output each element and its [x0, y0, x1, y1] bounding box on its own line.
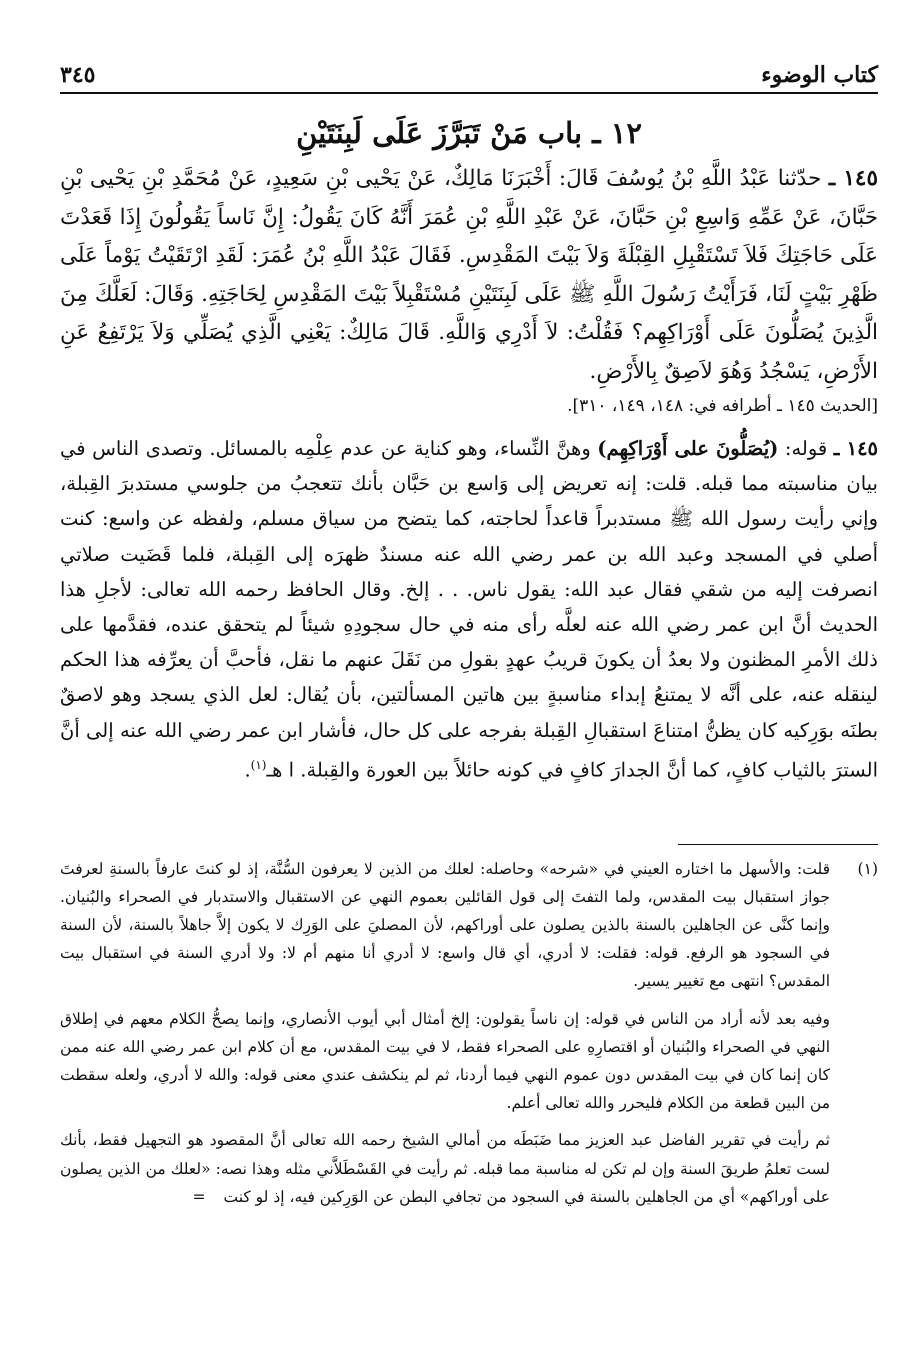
footnote-paragraph [60, 1126, 830, 1211]
footnote-marker: (١) [857, 859, 878, 878]
commentary-paragraph: ١٤٥ ـ قوله: (يُصَلُّونَ على أَوْرَاكِهِم) وهنَّ النِّساء، وهو كناية عن عدم عِلْمِه بالمسائل. وتصدى الناس في بيان مناسبته مما قبله. قلت: إنه تعريض إلى وَاسع بن حَبَّان بأنك تتعجبُ من جلوسي مستدبرَ القِبلة، وإني رأيت رسول الله ﷺ مستدبراً قاعداً لحاجته، كما يتضح من سياق مسلم، ولفظه عن واسع: كنت أصلي في المسجد وعبد الله بن عمر رضي الله عنه مسندٌ ظهرَه إلى القِبلة، فلما قَضَيت صلاتي انصرفت إليه من شقي فقال عبد الله: يقول ناس. . . إلخ. وقال الحافظ رحمه الله تعالى: لأجلِ هذا الحديث أنَّ ابن عمر رضي الله عنه لعلَّه رأى منه في حال سجودِهِ شيئاً لم يتحقق عنده، فقدَّمها على ذلك الأمرِ المظنون ولا بعدُ أن يكونَ قريبُ عهدٍ بقولِ من نَقَلَ عنهم ما نقل، فأحبَّ أن يعرِّفه هذا الحكم لينقله عنه، على أنَّه لا يمتنعُ إبداء مناسبةٍ بين هاتين المسألتين، بأن يُقال: لعل الذي يسجد وهو لاصقٌ بطنَه بوَرِكيه كان يظنُّ امتناعَ استقبالِ القِبلة بفرجه على كل حال، فأشار ابن عمر رضي الله عنه إلى أنَّ السترَ بالثياب كافٍ، كما أنَّ الجدارَ كافٍ في كونه حائلاً بين العورة والقِبلة. ا هـ$^{(١)}$. [60, 437, 879, 782]
footnote-reference[interactable]: (١) [250, 757, 267, 772]
footnote-separator [678, 844, 878, 845]
footnote-paragraph: قلت: والأسهل ما اختاره العيني في «شرحه» وحاصله: لعلك من الذين لا يعرفون السُّنَّة، إذ لو كنتَ عارفاً بالسنةِ لعرفتَ جواز استقبال بيت المقدس، ولما التفتَ إلى قول القائلين بعموم النهي عن الاستقبال والاستدبار في الصحراء والبُنيان. وإنما كنَّى عن الجاهلين بالسنة بالذين يصلون على أوراكهم، لأن المصليَ على الوَرِك لا يكون إلاَّ جاهلاً بالسنة، لأن السنة في السجود هو الرفع. قوله: فقلت: لا أدري، أي قال واسع: لا أدري أنا منهم أم لا: ولا أدري السنة في استقبال بيت المقدس؟ انتهى مع تغيير يسير. [60, 859, 830, 991]
commentary-text: وهنَّ النِّساء، وهو كناية عن عدم عِلْمِه بالمسائل. وتصدى الناس في بيان مناسبته مما قبله. قلت: إنه تعريض إلى وَاسع بن حَبَّان بأنك تتعجبُ من جلوسي مستدبرَ القِبلة، وإني رأيت رسول الله ﷺ مستدبراً قاعداً لحاجته، كما يتضح من سياق مسلم، ولفظه عن واسع: كنت أصلي في المسجد وعبد الله بن عمر رضي الله عنه مسندٌ ظهرَه إلى القِبلة، فلما قَضَيت صلاتي انصرفت إليه من شقي فقال عبد الله: يقول ناس. . . إلخ. وقال الحافظ رحمه الله تعالى: لأجلِ هذا الحديث أنَّ ابن عمر رضي الله عنه لعلَّه رأى منه في حال سجودِهِ شيئاً لم يتحقق عنده، فقدَّمها على ذلك الأمرِ المظنون ولا بعدُ أن يكونَ قريبُ عهدٍ بقولِ من نَقَلَ عنهم ما نقل، فأحبَّ أن يعرِّفه هذا الحكم لينقله عنه، على أنَّه لا يمتنعُ إبداء مناسبةٍ بين هاتين المسألتين، بأن يُقال: لعل الذي يسجد وهو لاصقٌ بطنَه بوَرِكيه كان يظنُّ امتناعَ استقبالِ القِبلة بفرجه على كل حال، فأشار ابن عمر رضي الله عنه إلى أنَّ السترَ بالثياب كافٍ، كما أنَّ الجدارَ كافٍ في كونه حائلاً بين العورة والقِبلة. ا هـ [60, 437, 878, 782]
footnote-1 [60, 855, 878, 1220]
document-page [60, 52, 878, 1352]
commentary-intro: قوله: [784, 437, 828, 460]
page-number: ٣٤٥ [60, 62, 96, 88]
commentary-lemma: (يُصَلُّونَ على أَوْرَاكِهِم) [597, 437, 779, 460]
commentary-number: ١٤٥ ـ [833, 437, 879, 460]
footnote-body [60, 855, 830, 1220]
hadith-reference: [الحديث ١٤٥ ـ أطرافه في: ١٤٨، ١٤٩، ٣١٠]. [567, 396, 878, 416]
book-title: كتاب الوضوء [761, 62, 878, 88]
chapter-title: ١٢ ـ باب مَنْ تَبَرَّزَ عَلَى لَبِنَتَيْنِ [296, 116, 642, 150]
hadith-text: حدّثنا عَبْدُ اللَّهِ بْنُ يُوسُفَ قَالَ: أَخْبَرَنَا مَالِكٌ، عَنْ يَحْيى بْنِ سَعِيدٍ، عَنْ مُحَمَّدِ بْنِ يَحْيى بْنِ حَبَّانَ، عَنْ عَمِّهِ وَاسِعِ بْنِ حَبَّانَ، عَنْ عَبْدِ اللَّهِ بْنِ عُمَرَ أَنَّهُ كَانَ يَقُولُ: إِنَّ نَاساً يَقُولُونَ إِذَا قَعَدْتَ عَلَى حَاجَتِكَ فَلاَ تَسْتَقْبِلِ القِبْلَةَ وَلاَ بَيْتَ المَقْدِسِ. فَقَالَ عَبْدُ اللَّهِ بْنُ عُمَرَ: لَقَدِ ارْتَقَيْتُ يَوْماً عَلَى ظَهْرِ بَيْتٍ لَنَا، فَرَأَيْتُ رَسُولَ اللَّهِ ﷺ عَلَى لَبِنَتَيْنِ مُسْتَقْبِلاً بَيْتَ المَقْدِسِ لِحَاجَتِهِ. وَقَالَ: لَعَلَّكَ مِنَ الَّذِينَ يُصَلُّونَ عَلَى أَوْرَاكِهِم؟ فَقُلْتُ: لاَ أَدْرِي وَاللَّهِ. قَالَ مَالِكٌ: يَعْنِي الَّذِي يُصَلِّي وَلاَ يَرْتَفِعُ عَنِ الأَرْضِ، يَسْجُدُ وَهُوَ لاَصِقٌ بِالأَرْضِ. [60, 166, 878, 384]
footnotes [60, 855, 878, 1220]
header-rule [60, 92, 878, 94]
footnote-paragraph: وفيه بعد لأنه أراد من الناس في قوله: إن ناساً يقولون: إلخ أمثال أبي أيوب الأنصاري، وإنما يصحُّ الكلام معهم في إطلاق النهي في الصحراء والبُنيان أو اقتصارِهِ على الصحراء فقط، لا في بيت المقدس، مع أن كلام ابن عمر رضي الله عنه ممن كان إنما كان في بيت المقدس دون عموم النهي فيما أردنا، ثم لم ينكشف عندي معنى قوله: والله لا أدري، ولعله سقطت من البين قطعة من الكلام فليحرر والله تعالى أعلم. [60, 1009, 830, 1113]
hadith-number: ١٤٥ ـ [828, 166, 878, 191]
hadith-paragraph [60, 160, 878, 391]
footnote-paragraph-text: ثم رأيت في تقرير الفاضل عبد العزيز مما ضَبَطَه من أمالي الشيخ رحمه الله تعالى أنَّ المقصود هو التجهيل فقط، بأنك لست تعلمُ طريقَ السنة وإن لم تكن له مناسبة مما قبله. ثم رأيت في القَسْطَلاَّني مثله وهذا نصه: «لعلك من الذين يصلون على أوراكهم» أي من الجاهلين بالسنة في السجود من تجافي البطن عن الوَرِكين فيه، إذ لو كنت [60, 1131, 830, 1206]
continuation-mark: = [192, 1187, 206, 1206]
running-head [60, 52, 878, 88]
